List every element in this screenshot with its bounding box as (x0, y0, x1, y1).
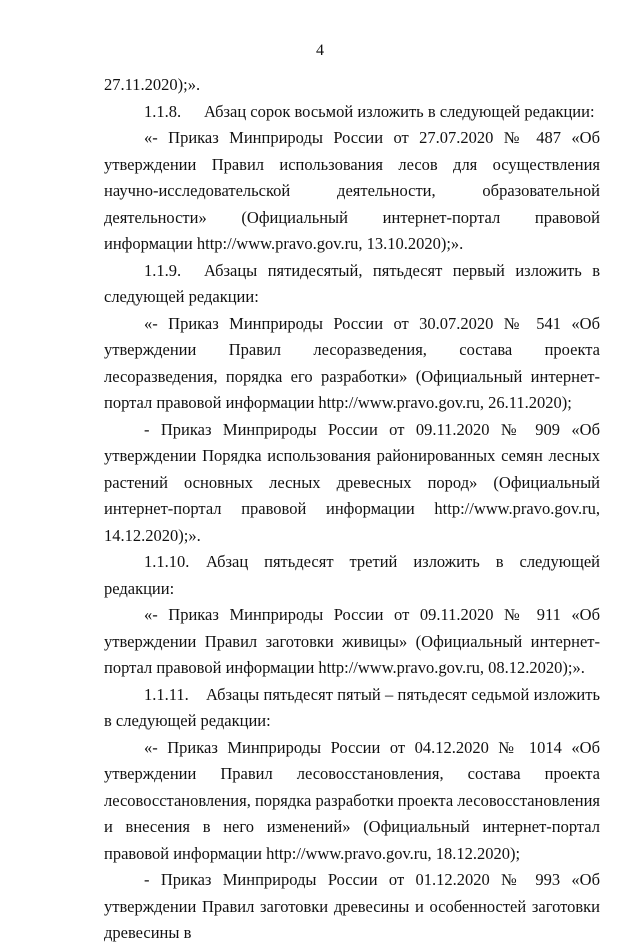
paragraph-text: - Приказ Минприроды России от 09.11.2020 № 909 «Об утверждении Порядка использования районированных семян лесных растений основных лесных древесных пород» (Официальный интернет-портал правовой информации http://www.pravo.gov.ru, 14.12.2020);». (104, 419, 600, 545)
paragraph-quote-993 (104, 867, 600, 947)
paragraph-item-1-1-9 (104, 258, 600, 311)
paragraph-item-1-1-10 (104, 549, 600, 602)
paragraph-continuation (104, 72, 600, 99)
paragraph-quote-911 (104, 602, 600, 682)
paragraph-item-1-1-11 (104, 682, 600, 735)
page-number: 4 (316, 42, 324, 59)
paragraph-quote-487 (104, 125, 600, 258)
paragraph-item-1-1-8 (104, 99, 600, 126)
paragraph-number: 1.1.8. (144, 101, 182, 121)
paragraph-quote-1014 (104, 735, 600, 868)
paragraph-text: «- Приказ Минприроды России от 09.11.2020 № 911 «Об утверждении Правил заготовки живицы» (Официальный интернет-портал правовой информации http://www.pravo.gov.ru, 08.12.2020);». (104, 605, 600, 677)
paragraph-text: «- Приказ Минприроды России от 27.07.2020 № 487 «Об утверждении Правил использования лесов для осуществления научно-исследовательской деятельности, образовательной деятельности» (Официальный интернет-портал правовой информации http://www.pravo.gov.ru, 13.10.2020);». (104, 128, 600, 253)
paragraph-text: - Приказ Минприроды России от 01.12.2020 № 993 «Об утверждении Правил заготовки древесины и особенностей заготовки древесины в (104, 870, 600, 942)
paragraph-quote-541 (104, 311, 600, 417)
document-body (104, 72, 600, 947)
paragraph-text: 27.11.2020);». (104, 75, 201, 94)
paragraph-text: «- Приказ Минприроды России от 04.12.2020 № 1014 «Об утверждении Правил лесовосстановления, состава проекта лесовосстановления, порядка разработки проекта лесовосстановления и внесения в него изменений» (Официальный интернет-портал правовой информации http://www.pravo.gov.ru, 18.12.2020); (104, 737, 601, 863)
paragraph-text: Абзацы пятьдесят пятый – пятьдесят седьмой изложить в следующей редакции: (104, 684, 600, 730)
paragraph-number: 1.1.11. (144, 684, 189, 704)
paragraph-number: 1.1.9. (144, 260, 182, 280)
paragraph-text: «- Приказ Минприроды России от 30.07.2020 № 541 «Об утверждении Правил лесоразведения, состава проекта лесоразведения, порядка его разработки» (Официальный интернет-портал правовой информации http://www.pravo.gov.ru, 26.11.2020); (104, 313, 600, 412)
paragraph-text: Абзац сорок восьмой изложить в следующей редакции: (204, 101, 595, 121)
paragraph-text: Абзац пятьдесят третий изложить в следующей редакции: (104, 552, 600, 598)
paragraph-quote-909 (104, 417, 600, 550)
paragraph-number: 1.1.10. (144, 552, 190, 571)
paragraph-text: Абзацы пятидесятый, пятьдесят первый изложить в следующей редакции: (104, 260, 600, 306)
